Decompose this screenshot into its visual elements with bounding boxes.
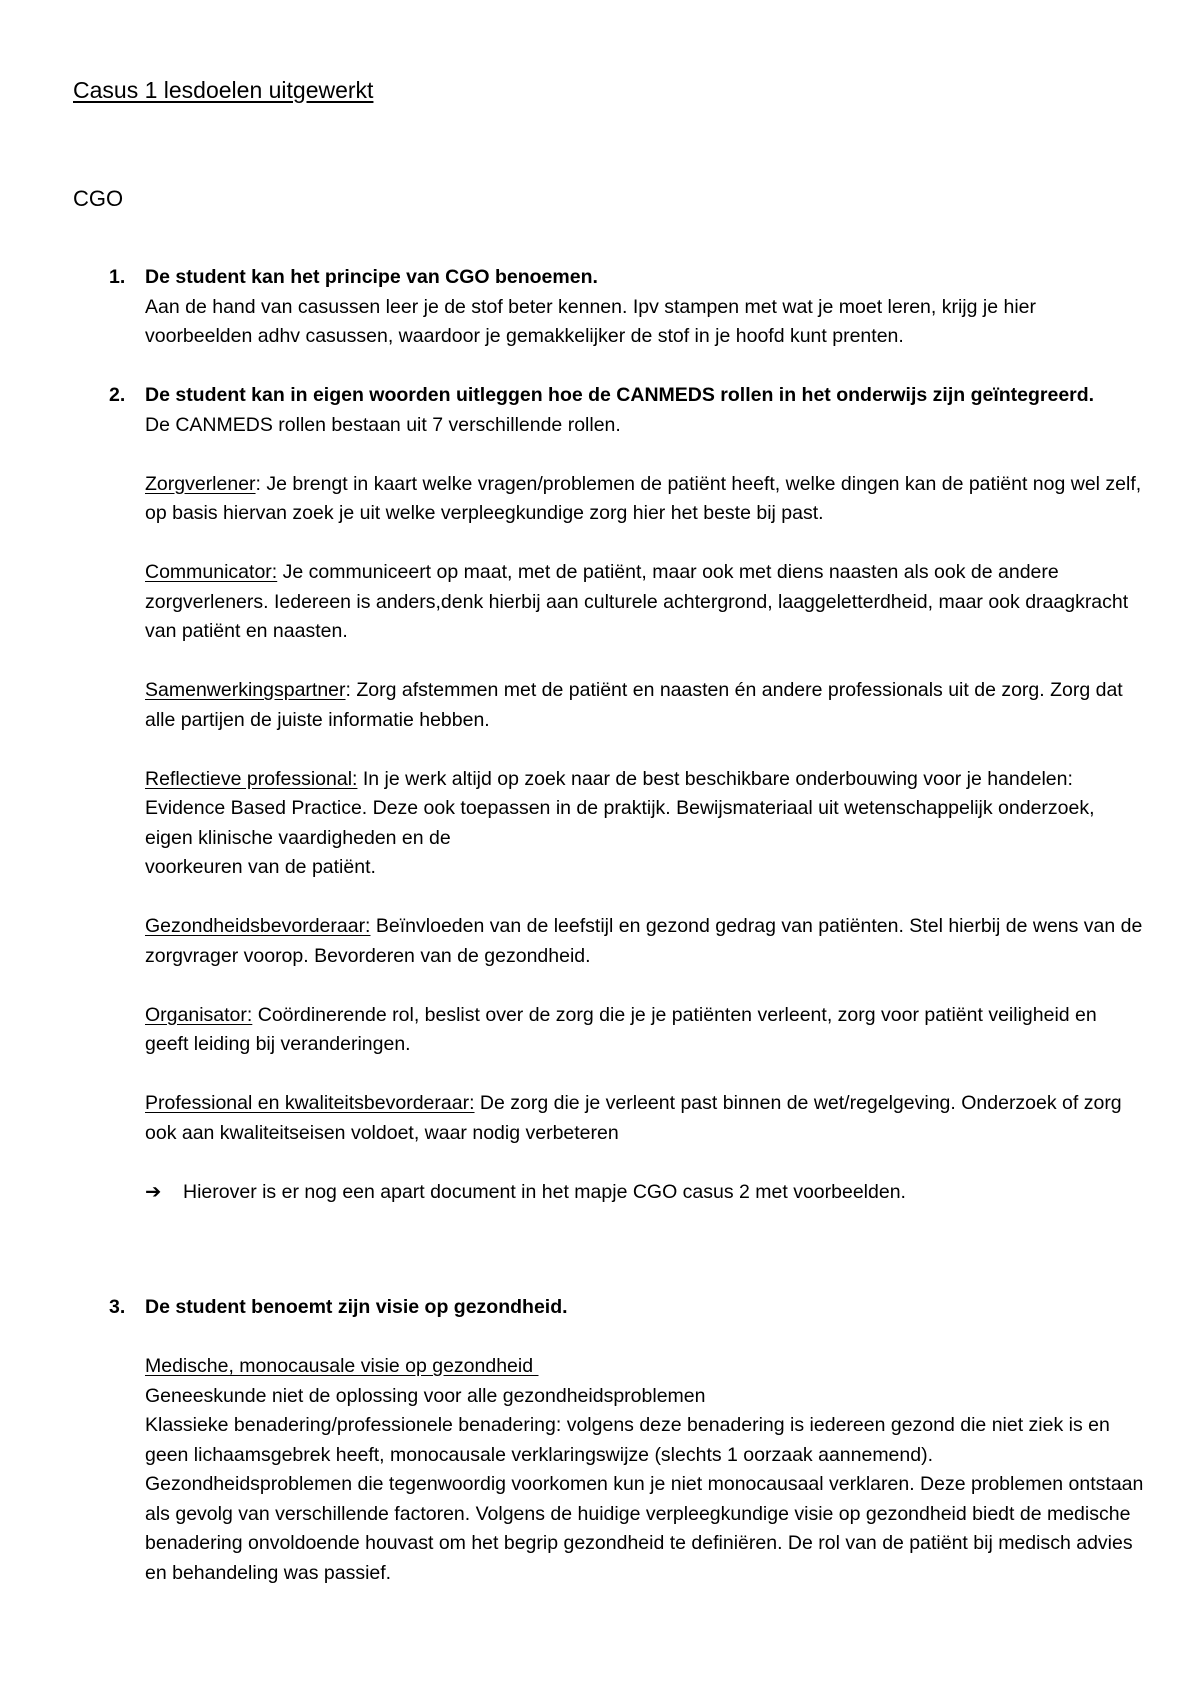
role-description: : Zorg afstemmen met de patiënt en naasten én andere professionals uit de zorg. Zorg dat alle partijen de juiste informatie hebben. <box>145 679 1123 731</box>
role-description: : Je brengt in kaart welke vragen/problemen de patiënt heeft, welke dingen kan de patiënt nog wel zelf, op basis hiervan zoek je uit welke verpleegkundige zorg hier het beste bij past. <box>145 472 1142 524</box>
role-description: De zorg die je verleent past binnen de wet/regelgeving. Onderzoek of zorg ook aan kwaliteitseisen voldoet, waar nodig verbeteren <box>145 1092 1122 1144</box>
list-number: 2. <box>109 384 126 406</box>
role-professional-kwaliteitsbevorderaar <box>145 1089 1145 1148</box>
learning-goal-title: De student kan in eigen woorden uitleggen hoe de CANMEDS rollen in het onderwijs zijn geïntegreerd. <box>145 384 1095 406</box>
role-description: Beïnvloeden van de leefstijl en gezond gedrag van patiënten. Stel hierbij de wens van de zorgvrager voorop. Bevorderen van de gezondheid. <box>145 915 1143 967</box>
visie-line: Gezondheidsproblemen die tegenwoordig voorkomen kun je niet monocausaal verklaren. Deze problemen ontstaan als gevolg van verschillende factoren. Volgens de huidige verpleegkundige visie op gezondheid biedt de medische benadering onvoldoende houvast om het begrip gezondheid te definiëren. De rol van de patiënt bij medisch advies en behandeling was passief. <box>145 1473 1144 1584</box>
learning-goal-body <box>145 1293 1145 1588</box>
visie-line: Geneeskunde niet de oplossing voor alle gezondheidsproblemen <box>145 1384 706 1407</box>
learning-goal-text: Aan de hand van casussen leer je de stof beter kennen. Ipv stampen met wat je moet leren, krijg je hier voorbeelden adhv casussen, waardoor je gemakkelijker de stof in je hoofd kunt prenten. <box>145 295 1037 347</box>
canmeds-intro: De CANMEDS rollen bestaan uit 7 verschillende rollen. <box>145 413 621 436</box>
visie-line: Klassieke benadering/professionele benadering: volgens deze benadering is iedereen gezond die niet ziek is en geen lichaamsgebrek heeft, monocausale verklaringswijze (slechts 1 oorzaak aannemend). <box>145 1414 1110 1466</box>
section-heading: CGO <box>73 186 124 211</box>
note-row <box>145 1178 1145 1208</box>
role-description: In je werk altijd op zoek naar de best beschikbare onderbouwing voor je handelen: Evidence Based Practice. Deze ook toepassen in de praktijk. Bewijsmateriaal uit wetenschappelijk onderzoek, eigen klinische vaardigheden en de <box>145 767 1095 849</box>
role-description-continued: voorkeuren van de patiënt. <box>145 856 376 878</box>
role-name: Professional en kwaliteitsbevorderaar: <box>145 1092 475 1114</box>
learning-goal-body <box>145 381 1145 1207</box>
list-number: 3. <box>109 1296 126 1318</box>
arrow-right-icon: ➔ <box>145 1180 162 1203</box>
note-text: Hierover is er nog een apart document in het mapje CGO casus 2 met voorbeelden. <box>183 1180 906 1203</box>
role-name: Zorgverlener <box>145 472 256 495</box>
learning-goal-title: De student kan het principe van CGO benoemen. <box>145 266 598 288</box>
list-number: 1. <box>109 266 126 288</box>
role-reflectieve-professional <box>145 765 1145 854</box>
role-name: Reflectieve professional: <box>145 767 358 790</box>
visie-subheading: Medische, monocausale visie op gezondheid <box>145 1355 539 1377</box>
document-title: Casus 1 lesdoelen uitgewerkt <box>73 77 374 103</box>
role-zorgverlener <box>145 470 1145 529</box>
role-name: Samenwerkingspartner <box>145 679 346 701</box>
role-name: Gezondheidsbevorderaar: <box>145 915 371 937</box>
role-communicator <box>145 558 1145 647</box>
role-organisator <box>145 1001 1145 1060</box>
role-name: Organisator: <box>145 1003 253 1026</box>
role-gezondheidsbevorderaar <box>145 912 1145 971</box>
role-description: Coördinerende rol, beslist over de zorg die je je patiënten verleent, zorg voor patiënt veiligheid en geeft leiding bij veranderingen. <box>145 1003 1097 1055</box>
role-name: Communicator: <box>145 561 278 583</box>
learning-goal-body <box>145 263 1145 352</box>
learning-goal-title: De student benoemt zijn visie op gezondheid. <box>145 1296 568 1318</box>
role-description: Je communiceert op maat, met de patiënt, maar ook met diens naasten als ook de andere zorgverleners. Iedereen is anders,denk hierbij aan culturele achtergrond, laaggeletterdheid, maar ook draagkracht van patiënt en naasten. <box>145 561 1129 642</box>
role-samenwerkingspartner <box>145 676 1145 735</box>
